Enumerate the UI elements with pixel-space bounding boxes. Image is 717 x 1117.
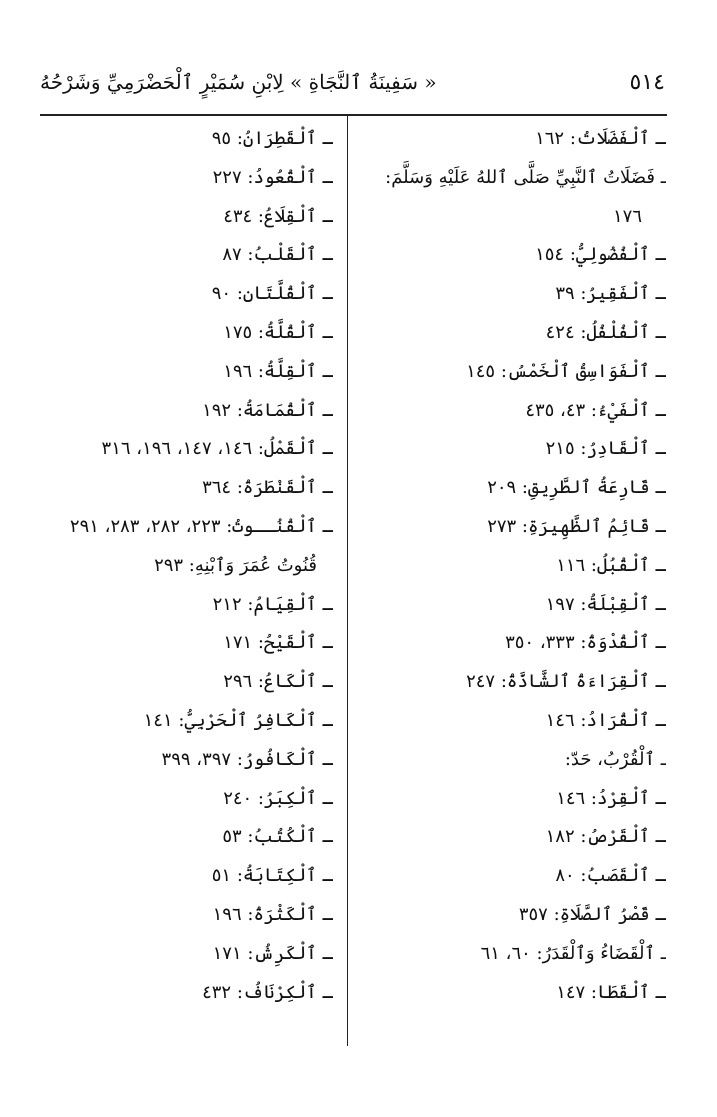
index-entry: ـ ٱلْقَضَاءُ وَٱلْقَدَرُ: ٦٠، ٦١ [480,942,666,964]
index-entry: ـ ٱلْقُرَادُ: ١٤٦ [545,709,666,731]
index-entry: ـ فَضَلَاتُ ٱلنَّبِيِّ صَلَّى ٱللهُ عَلَيْهِ وَسَلَّمَ: [385,166,666,188]
index-entry: ـ ٱلْكَثْرَةُ: ١٩٦ [212,903,333,925]
index-entry: ـ ٱلْقَرْصُ: ١٨٢ [545,826,666,848]
index-subentry: قُنُوتُ عُمَرَ وَٱبْنِهِ: ٢٩٣ [154,554,317,576]
header-rule [40,114,667,116]
index-column-right [362,120,666,1012]
index-entry: ـ ٱلْقُدْوَةُ: ٣٣٣، ٣٥٠ [505,632,666,654]
index-entry: ـ ٱلْقَيْحُ: ١٧١ [223,632,333,654]
index-entry: ـ ٱلْكِبَرُ: ٢٤٠ [223,787,333,809]
index-entry: ـ ٱلْفَوَاسِقُ ٱلْخَمْسُ: ١٤٥ [466,360,666,382]
index-entry: ـ ٱلْقِلَّةُ: ١٩٦ [223,360,333,382]
index-entry: ـ ٱلْقُلَّةُ: ١٧٥ [223,321,333,343]
index-entry: ـ قَائِمُ ٱلظَّهِيرَةِ: ٢٧٣ [487,515,666,537]
index-entry: ـ ٱلْقَادِرُ: ٢١٥ [545,438,666,460]
index-entry: ـ ٱلْكَافُورُ: ٣٩٧، ٣٩٩ [161,748,333,770]
index-entry: ـ ٱلْفَقِيرُ: ٣٩ [555,283,666,305]
index-entry: ـ ٱلْقُنُــوتُ: ٢٢٣، ٢٨٢، ٢٨٣، ٢٩١ [69,515,333,537]
index-entry: ـ ٱلْقِرْدُ: ١٤٦ [556,787,666,809]
index-entry: ـ ٱلْفَضَلَاتُ: ١٦٢ [535,128,666,149]
index-entry: ـ ٱلْكَاعُ: ٢٩٦ [223,671,333,693]
index-entry: ـ ٱلْقَنْطَرَةُ: ٣٦٤ [202,477,333,499]
index-column-left [16,120,333,1012]
index-entry: ـ ٱلْقَطِرَانُ: ٩٥ [211,128,333,149]
index-entry: ـ ٱلْقِيَامُ: ٢١٢ [212,593,333,615]
index-entry: ـ ٱلْكُتُبُ: ٥٣ [222,826,333,848]
index-entry: ـ ٱلْقُلَّتَانِ: ٩٠ [211,283,333,305]
index-entry: ـ ٱلْكَافِرُ ٱلْحَرْبِيُّ: ١٤١ [143,709,333,731]
index-entry: ـ ٱلْقَصَبُ: ٨٠ [555,865,666,887]
index-entry: ـ قَارِعَةُ ٱلطَّرِيقِ: ٢٠٩ [487,477,666,499]
index-entry: ـ ٱلْقُبُلُ: ١١٦ [556,554,666,576]
index-entry: ـ ٱلْكِرْنَافُ: ٤٣٢ [202,981,333,1003]
index-entry: ـ ٱلْقِبْلَةُ: ١٩٧ [545,593,666,615]
index-entry: ـ ٱلْقَمْلُ: ١٤٦، ١٤٧، ١٩٦، ٣١٦ [101,438,333,460]
index-entry: ـ قَصْرُ ٱلصَّلَاةِ: ٣٥٧ [518,903,666,925]
index-entry: ـ ٱلْفَيْءُ: ٤٣، ٤٣٥ [525,399,666,421]
index-entry-continuation: ١٧٦ [612,205,642,227]
index-entry: ـ ٱلْقُعُودُ: ٢٢٧ [212,166,333,188]
index-entry: ـ ٱلْفُلْفُلُ: ٤٢٤ [545,321,666,343]
index-entry: ـ ٱلْكِتَابَةُ: ٥١ [211,865,333,887]
index-entry: ـ ٱلْفُضُولِيُّ: ١٥٤ [535,244,666,266]
index-entry: ـ ٱلْقُمَامَةُ: ١٩٢ [202,399,333,421]
page-header [40,70,665,106]
running-title: « سَفِينَةُ ٱلنَّجَاةِ » لِابْنِ سُمَيْرٍ ٱلْحَضْرَمِيِّ وَشَرْحُهُ [40,70,437,94]
index-entry: ـ ٱلْقَطَا: ١٤٧ [556,981,666,1003]
index-entry: ـ ٱلْكَرِشُ: ١٧١ [212,942,333,964]
index-entry: ـ ٱلْقِلَاعُ: ٤٣٤ [223,205,333,227]
index-entry: ـ ٱلْقَلْبُ: ٨٧ [222,244,333,266]
column-divider [347,116,348,1046]
index-entry: ـ ٱلْقُرْبُ، حَدّ: [564,748,666,770]
page-number: ٥١٤ [629,70,665,95]
index-entry: ـ ٱلْقِرَاءَةُ ٱلشَّاذَّةُ: ٢٤٧ [466,671,666,693]
